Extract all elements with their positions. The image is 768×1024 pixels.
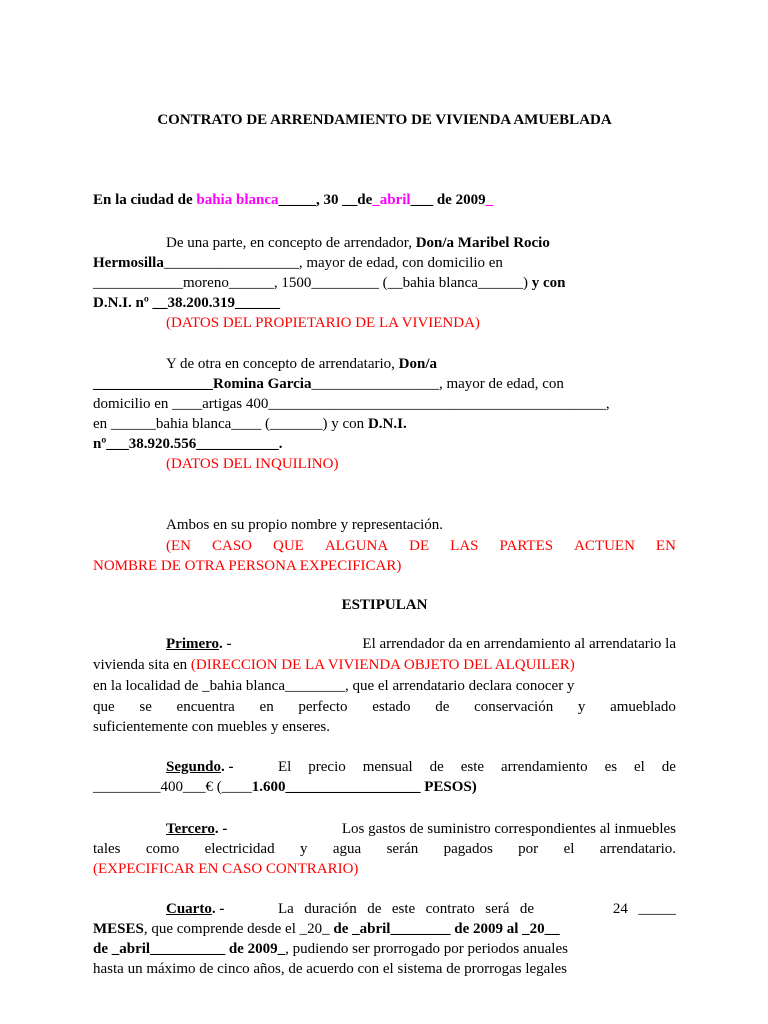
cuarto-label: Cuarto bbox=[166, 901, 212, 917]
tercero-text: Los gastos de suministro correspondientes al inmuebles bbox=[341, 821, 676, 837]
segundo-line-1: Segundo. - El precio mensual de este arrendamiento es el de bbox=[166, 759, 676, 775]
intro-text: En la ciudad de bbox=[93, 192, 197, 208]
primero-line-5: suficientemente con muebles y enseres. bbox=[93, 719, 330, 735]
tercero-note: (EXPECIFICAR EN CASO CONTRARIO) bbox=[93, 861, 359, 877]
cuarto-dash: . - bbox=[211, 901, 225, 917]
tercero-label: Tercero bbox=[166, 821, 215, 837]
tenant-dni: nº___38.920.556___________. bbox=[93, 436, 283, 452]
primero-line-3: en la localidad de _bahia blanca________, que el arrendatario declara conocer y bbox=[93, 678, 575, 694]
tenant-line-4 bbox=[93, 414, 407, 434]
cuarto-end-date: de _abril__________ de 2009_ bbox=[93, 941, 286, 957]
tercero-line-1 bbox=[166, 819, 676, 839]
tenant-line-1 bbox=[166, 354, 437, 374]
cuarto-text: , pudiendo ser prorrogado por periodos anuales bbox=[285, 941, 568, 957]
tenant-title: Don/a bbox=[398, 356, 438, 372]
primero-label: Primero bbox=[166, 636, 220, 652]
city-name: bahia blanca bbox=[196, 192, 279, 208]
tenant-note: (DATOS DEL INQUILINO) bbox=[166, 456, 339, 472]
tenant-text: _________________, mayor de edad, con bbox=[311, 376, 564, 392]
cuarto-months: MESES bbox=[93, 921, 144, 937]
intro-line bbox=[93, 190, 493, 210]
segundo-line-2 bbox=[93, 777, 477, 797]
tenant-line-2 bbox=[93, 374, 564, 394]
landlord-line-2 bbox=[93, 253, 503, 273]
primero-line-2 bbox=[93, 655, 575, 675]
primero-line-1 bbox=[166, 634, 676, 654]
primero-address-note: (DIRECCION DE LA VIVIENDA OBJETO DEL ALQUILER) bbox=[190, 657, 575, 673]
cuarto-line-4: hasta un máximo de cinco años, de acuerdo con el sistema de prorrogas legales bbox=[93, 961, 568, 977]
tenant-city: en ______bahia blanca____ (_______) y con bbox=[93, 416, 368, 432]
landlord-note: (DATOS DEL PROPIETARIO DE LA VIVIENDA) bbox=[166, 315, 480, 331]
intro-year: ___ de 2009 bbox=[410, 192, 486, 208]
landlord-name: Don/a Maribel Rocio bbox=[415, 235, 550, 251]
primero-line-4: que se encuentra en perfecto estado de conservación y amueblado bbox=[93, 699, 676, 715]
primero-text: vivienda sita en bbox=[93, 657, 191, 673]
cuarto-dates: de _abril________ de 2009 al _20__ bbox=[333, 921, 560, 937]
document-title: CONTRATO DE ARRENDAMIENTO DE VIVIENDA AMUEBLADA bbox=[157, 112, 612, 128]
segundo-label: Segundo bbox=[166, 759, 222, 775]
tenant-name: ________________Romina Garcia bbox=[93, 376, 312, 392]
both-parties-note-1: (EN CASO QUE ALGUNA DE LAS PARTES ACTUEN EN bbox=[166, 538, 676, 554]
intro-underscore: _ bbox=[485, 192, 494, 208]
segundo-price: _________400___€ (____ bbox=[93, 779, 252, 795]
landlord-address: ____________moreno______, 1500_________ (__bahia blanca______) bbox=[93, 275, 532, 291]
cuarto-line-3 bbox=[93, 939, 568, 959]
landlord-dni: D.N.I. nº __38.200.319______ bbox=[93, 295, 281, 311]
tenant-text: Y de otra en concepto de arrendatario, bbox=[166, 356, 399, 372]
section-heading: ESTIPULAN bbox=[341, 597, 428, 613]
tenant-dni-label: D.N.I. bbox=[367, 416, 407, 432]
segundo-dash: . - bbox=[221, 759, 234, 775]
segundo-pesos: 1.600__________________ PESOS) bbox=[251, 779, 477, 795]
tercero-line-2: tales como electricidad y agua serán pagados por el arrendatario. bbox=[93, 841, 676, 857]
both-parties-line: Ambos en su propio nombre y representación. bbox=[166, 517, 444, 533]
cuarto-line-1: Cuarto. - La duración de este contrato será de 24 _____ bbox=[166, 901, 676, 917]
landlord-surname: Hermosilla bbox=[93, 255, 164, 271]
primero-dash: . - bbox=[219, 636, 232, 652]
landlord-text: y con bbox=[531, 275, 566, 291]
cuarto-text: , que comprende desde el _20_ bbox=[143, 921, 334, 937]
month-name: _abril bbox=[372, 192, 411, 208]
intro-date: _____, 30 __de bbox=[278, 192, 373, 208]
landlord-line-3 bbox=[93, 273, 565, 293]
tercero-dash: . - bbox=[214, 821, 228, 837]
landlord-line-1 bbox=[166, 233, 550, 253]
primero-text: El arrendador da en arrendamiento al arrendatario la bbox=[362, 636, 676, 652]
landlord-text: De una parte, en concepto de arrendador, bbox=[166, 235, 416, 251]
tenant-line-3: domicilio en ____artigas 400_____________________________________________, bbox=[93, 396, 610, 412]
cuarto-line-2 bbox=[93, 919, 560, 939]
both-parties-note-2: NOMBRE DE OTRA PERSONA EXPECIFICAR) bbox=[93, 558, 402, 574]
landlord-text: __________________, mayor de edad, con domicilio en bbox=[163, 255, 503, 271]
